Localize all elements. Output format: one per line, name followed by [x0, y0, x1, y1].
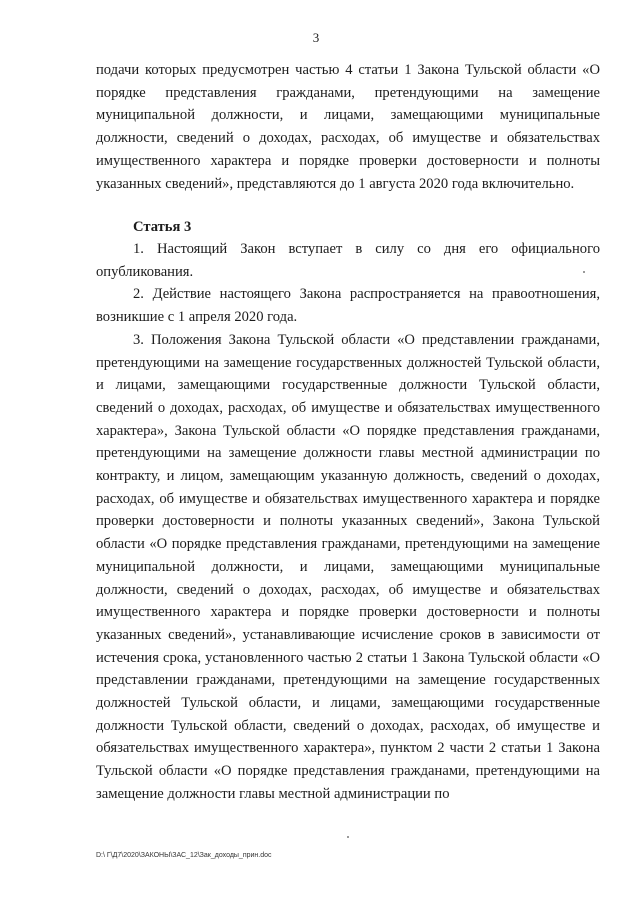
scan-speck: [347, 836, 349, 838]
article-item-1: 1. Настоящий Закон вступает в силу со дня его официального опубликования.: [96, 241, 600, 280]
article-item-2: 2. Действие настоящего Закона распространяется на правоотношения, возникшие с 1 апреля 2020 года.: [96, 286, 600, 326]
scan-speck: [583, 271, 585, 273]
article-item-3: 3. Положения Закона Тульской области «О представлении гражданами, претендующими на замещение государственных должностей Тульской области, и лицами, замещающими государственные должности Тульской области, сведений о доходах, расходах, об имуществе и обязательствах имущественного характера», Закона Тульской области «О порядке представления гражданами, претендующими на замещение должности главы местной администрации по контракту, и лицом, замещающим указанную должность, сведений о доходах, расходах, об имуществе и обязательствах имущественного характера и порядке проверки достоверности и полноты указанных сведений», Закона Тульской области «О порядке представления гражданами, претендующими на замещение муниципальной должности, и лицами, замещающими муниципальные должности, сведений о доходах, расходах, об имуществе и обязательствах имущественного характера и порядке проверки достоверности и полноты указанных сведений», устанавливающие исчисление сроков в зависимости от истечения срока, установленного частью 2 статьи 1 Закона Тульской области «О представлении гражданами, претендующими на замещение государственных должностей Тульской области, и лицами, замещающими государственные должности Тульской области, сведений о доходах, расходах, об имуществе и обязательствах имущественного характера», пунктом 2 части 2 статьи 1 Закона Тульской области «О порядке представления гражданами, претендующими на замещение должности главы местной администрации по: [96, 331, 600, 802]
footer-file-path: D:\ Г\Д7\2020\ЗАКОНЫ\ЗАС_12\Зак_доходы_прин.doc: [96, 852, 272, 859]
article-heading: Статья 3: [133, 219, 192, 235]
article-text-block: [96, 238, 600, 806]
intro-text-block: [96, 59, 600, 195]
intro-paragraph: подачи которых предусмотрен частью 4 статьи 1 Закона Тульской области «О порядке представления гражданами, претендующими на замещение муниципальной должности, и лицами, замещающими муниципальные должности, сведений о доходах, расходах, об имуществе и обязательствах имущественного характера и порядке проверки достоверности и полноты указанных сведений», представляются до 1 августа 2020 года включительно.: [96, 62, 600, 192]
page-number: 3: [312, 30, 320, 45]
